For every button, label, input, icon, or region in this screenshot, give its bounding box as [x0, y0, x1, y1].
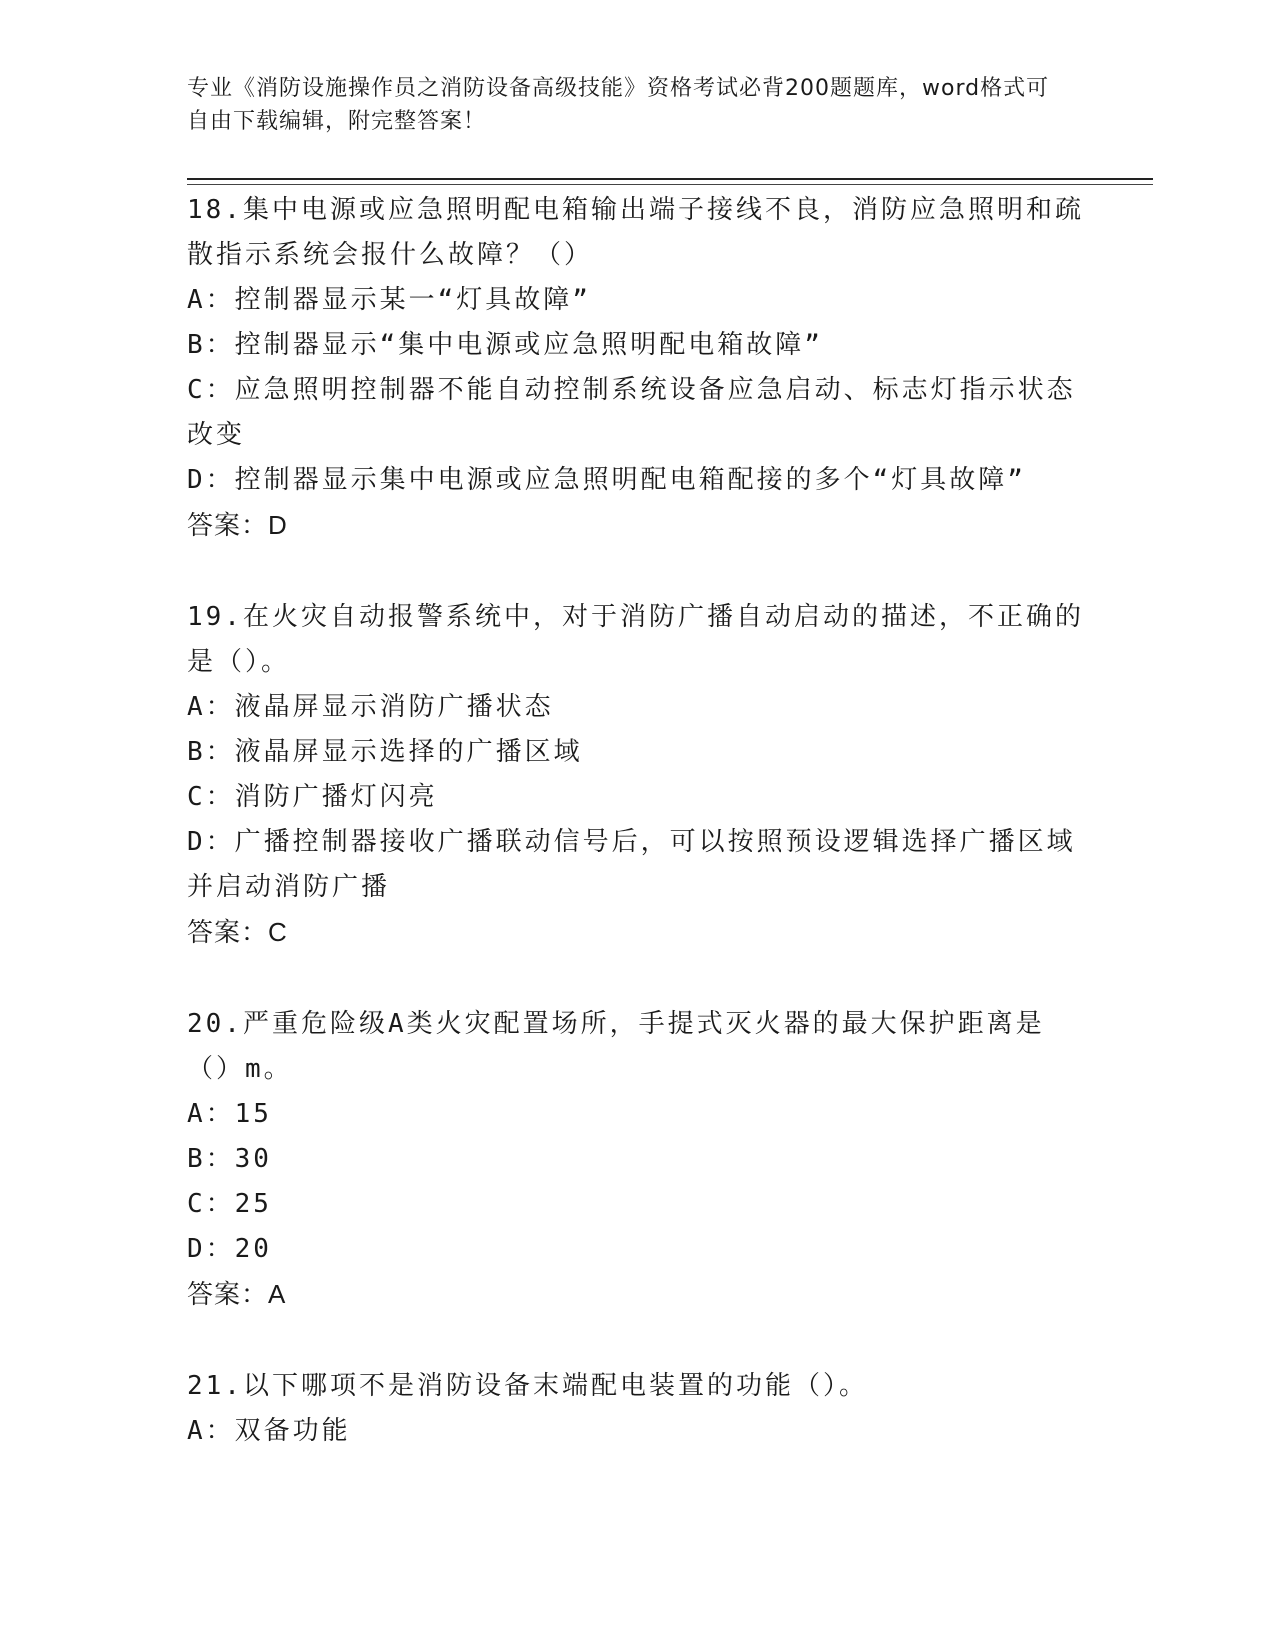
option-c: C：应急照明控制器不能自动控制系统设备应急启动、标志灯指示状态改变 [187, 375, 1076, 450]
header-intro-text: 专业《消防设施操作员之消防设备高级技能》资格考试必背200题题库，word格式可自由下载编辑，附完整答案！ [187, 76, 1050, 134]
header-rule-thin [187, 184, 1153, 185]
question-list [187, 188, 1087, 1454]
question-stem: 19.在火灾自动报警系统中，对于消防广播自动启动的描述，不正确的是（）。 [187, 602, 1084, 677]
answer-label: 答案：C [187, 917, 288, 947]
option-a: A：控制器显示某一“灯具故障” [187, 285, 591, 315]
option-d: D：控制器显示集中电源或应急照明配电箱配接的多个“灯具故障” [187, 465, 1026, 495]
option-c: C：消防广播灯闪亮 [187, 782, 438, 812]
question-18 [187, 188, 1087, 548]
question-stem: 18.集中电源或应急照明配电箱输出端子接线不良，消防应急照明和疏散指示系统会报什么故障？（） [187, 195, 1084, 270]
option-a: A：双备功能 [187, 1416, 351, 1446]
option-b: B：控制器显示“集中电源或应急照明配电箱故障” [187, 330, 823, 360]
spacer [187, 955, 1087, 1002]
option-a: A：液晶屏显示消防广播状态 [187, 692, 554, 722]
spacer [187, 1317, 1087, 1364]
question-21 [187, 1364, 1087, 1454]
option-b: B：30 [187, 1144, 272, 1174]
question-20 [187, 1002, 1087, 1317]
option-c: C：25 [187, 1189, 272, 1219]
answer-label: 答案：A [187, 1279, 287, 1309]
question-stem: 20.严重危险级A类火灾配置场所，手提式灭火器的最大保护距离是（）m。 [187, 1009, 1045, 1084]
document-header [187, 72, 1067, 138]
question-19 [187, 595, 1087, 955]
option-d: D：广播控制器接收广播联动信号后，可以按照预设逻辑选择广播区域并启动消防广播 [187, 827, 1076, 902]
option-d: D：20 [187, 1234, 272, 1264]
option-b: B：液晶屏显示选择的广播区域 [187, 737, 583, 767]
option-a: A：15 [187, 1099, 272, 1129]
spacer [187, 548, 1087, 595]
answer-label: 答案：D [187, 510, 288, 540]
header-rule-thick [187, 178, 1153, 180]
question-stem: 21.以下哪项不是消防设备末端配电装置的功能（）。 [187, 1371, 868, 1401]
